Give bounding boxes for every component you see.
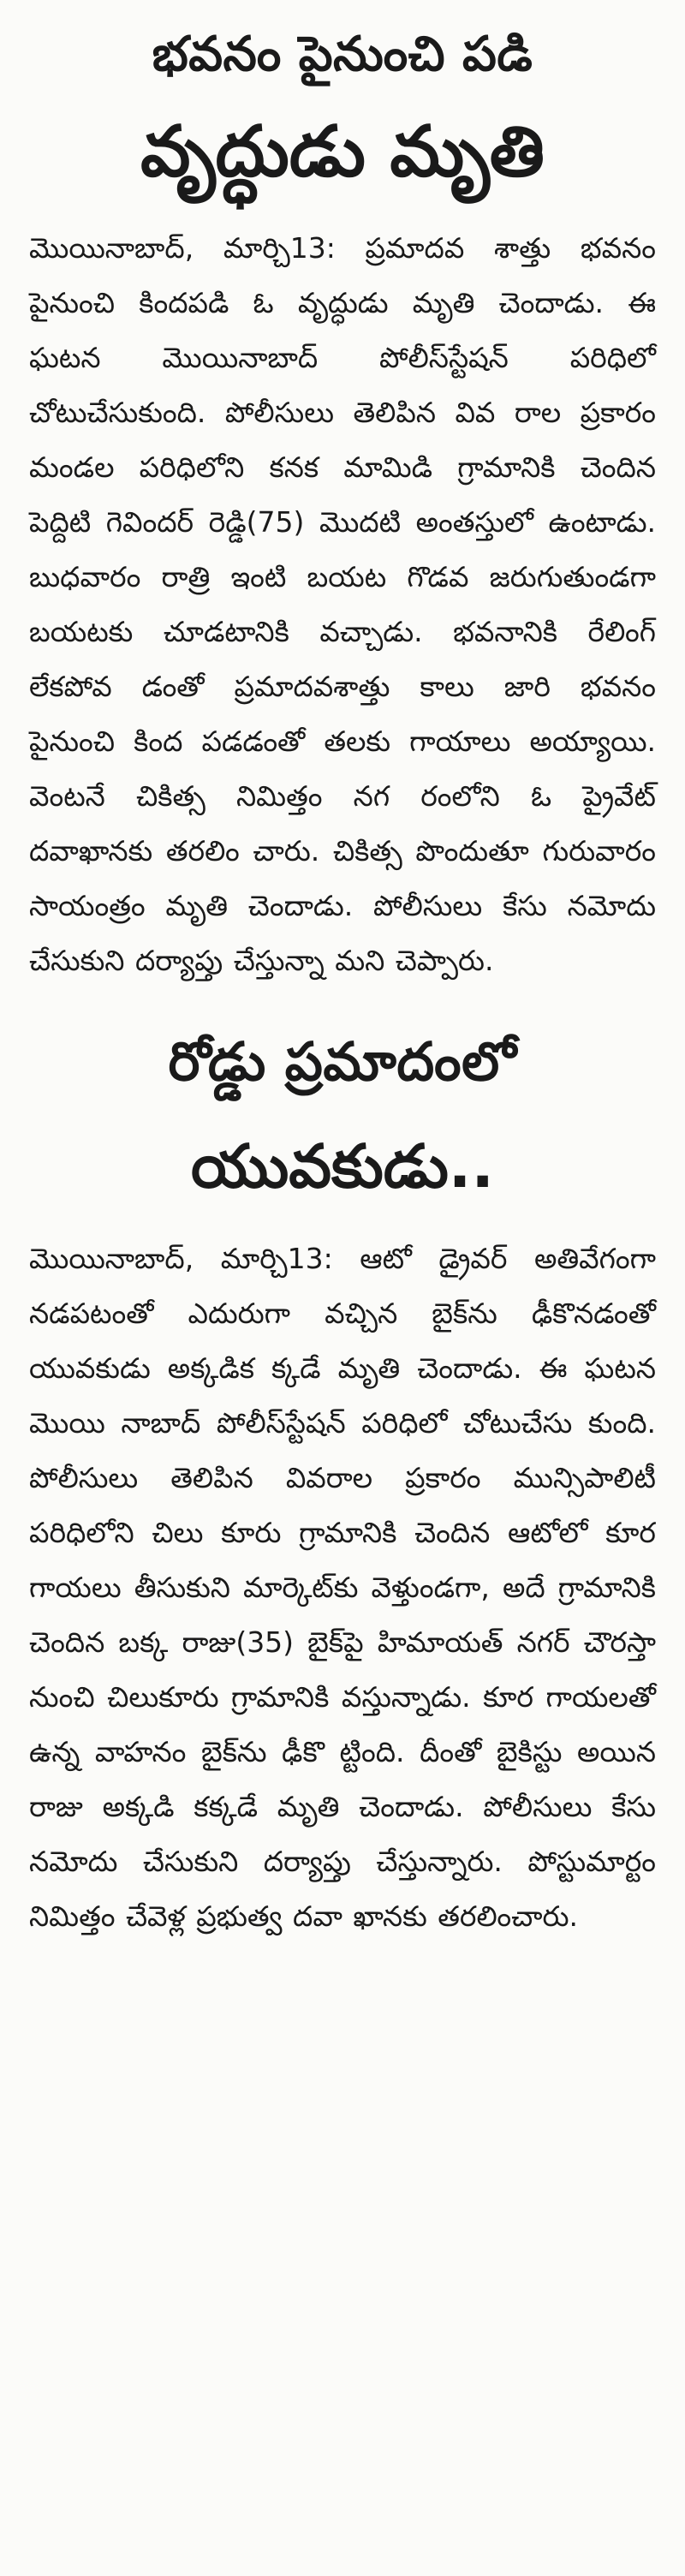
article-road-accident (29, 1023, 656, 1944)
article-2-kicker: రోడ్డు ప్రమాదంలో (168, 1030, 517, 1093)
article-2-body: మొయినాబాద్‌, మార్చి13: ఆటో డ్రైవర్‌ అతివేగంగా నడపటంతో ఎదురుగా వచ్చిన బైక్‌ను ఢీకొనడంతో యువకుడు అక్కడిక క్కడే మృతి చెందాడు. ఈ ఘటన మొయి నాబాద్‌ పోలీస్‌స్టేషన్‌ పరిధిలో చోటుచేసు కుంది. పోలీసులు తెలిపిన వివరాల ప్రకారం మున్సిపాలిటీ పరిధిలోని చిలు కూరు గ్రామానికి చెందిన ఆటోలో కూర గాయలు తీసుకుని మార్కెట్‌కు వెళ్తుండగా, అదే గ్రామానికి చెందిన బక్క రాజు(35) బైక్‌పై హిమాయత్‌ నగర్‌ చౌరస్తా నుంచి చిలుకూరు గ్రామానికి వస్తున్నాడు. కూర గాయలతో ఉన్న వాహనం బైక్‌ను ఢీకొ ట్టింది. దీంతో బైకిస్టు అయిన రాజు అక్కడి కక్కడే మృతి చెందాడు. పోలీసులు కేసు నమోదు చేసుకుని దర్యాప్తు చేస్తున్నారు. పోస్టుమార్టం నిమిత్తం చేవెళ్ల ప్రభుత్వ దవా ఖానకు తరలించారు. (29, 1242, 656, 1933)
article-1-body: మొయినాబాద్‌, మార్చి13: ప్రమాదవ శాత్తు భవనం పైనుంచి కిందపడి ఓ వృద్ధుడు మృతి చెందాడు. ఈ ఘటన మొయినాబాద్‌ పోలీస్‌స్టేషన్‌ పరిధిలో చోటుచేసుకుంది. పోలీసులు తెలిపిన వివ రాల ప్రకారం మండల పరిధిలోని కనక మామిడి గ్రామానికి చెందిన పెద్దిటి గెవిందర్‌ రెడ్డి(75) మొదటి అంతస్తులో ఉంటాడు. బుధవారం రాత్రి ఇంటి బయట గొడవ జరుగుతుండగా బయటకు చూడటానికి వచ్చాడు. భవనానికి రేలింగ్‌ లేకపోవ డంతో ప్రమాదవశాత్తు కాలు జారి భవనం పైనుంచి కింద పడడంతో తలకు గాయాలు అయ్యాయి. వెంటనే చికిత్స నిమిత్తం నగ రంలోని ఓ ప్రైవేట్‌ దవాఖానకు తరలిం చారు. చికిత్స పొందుతూ గురువారం సాయంత్రం మృతి చెందాడు. పోలీసులు కేసు నమోదు చేసుకుని దర్యాప్తు చేస్తున్నా మని చెప్పారు. (29, 231, 656, 977)
article-elderly-fall (29, 19, 656, 988)
article-1-headline: వృద్ధుడు మృతి (140, 111, 545, 193)
article-2-headline: యువకుడు.. (191, 1131, 494, 1202)
article-1-kicker: భవనం పైనుంచి పడి (152, 27, 533, 82)
